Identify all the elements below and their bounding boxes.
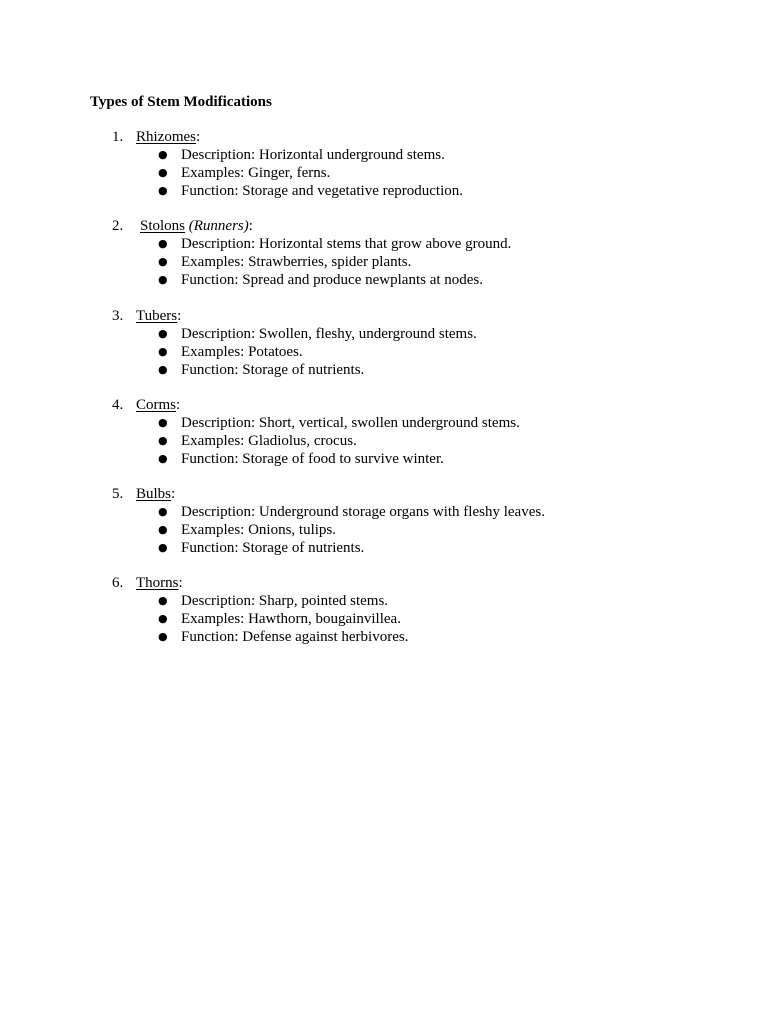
bullet-icon: ● (158, 273, 168, 286)
bullet-icon: ● (158, 434, 168, 447)
bullet-text: Description: Sharp, pointed stems. (181, 593, 389, 609)
bullet-text: Description: Underground storage organs with fleshy leaves. (181, 504, 545, 520)
item-number: 6. (112, 575, 124, 591)
item-number: 4. (112, 397, 124, 413)
item-name: Tubers (136, 308, 178, 324)
item-name: Thorns (136, 575, 179, 591)
bullet-icon: ● (158, 255, 168, 268)
item-name: Corms (136, 397, 177, 413)
bullet-text: Examples: Ginger, ferns. (181, 165, 331, 181)
item-number: 2. (112, 218, 124, 234)
bullet-icon: ● (158, 166, 168, 179)
bullet-icon: ● (158, 612, 168, 625)
bullet-text: Description: Horizontal stems that grow above ground. (181, 236, 512, 252)
bullet-text: Examples: Strawberries, spider plants. (181, 254, 412, 270)
bullet-text: Examples: Potatoes. (181, 344, 303, 360)
bullet-icon: ● (158, 184, 168, 197)
bullet-text: Examples: Hawthorn, bougainvillea. (181, 611, 401, 627)
bullet-text: Function: Storage and vegetative reproduction. (181, 183, 464, 199)
bullet-icon: ● (158, 541, 168, 554)
bullet-text: Function: Storage of nutrients. (181, 540, 365, 556)
bullet-text: Function: Spread and produce newplants at nodes. (181, 272, 484, 288)
bullet-text: Examples: Onions, tulips. (181, 522, 336, 538)
item-number: 1. (112, 129, 124, 145)
item-note: (Runners) (188, 218, 249, 234)
item-suffix: : (177, 308, 182, 324)
bullet-text: Function: Storage of food to survive winter. (181, 451, 444, 467)
item-heading (136, 307, 181, 325)
item-heading (136, 485, 175, 503)
item-suffix: : (248, 218, 253, 234)
item-suffix: : (178, 575, 183, 591)
bullet-text: Examples: Gladiolus, crocus. (181, 433, 357, 449)
item-number: 5. (112, 486, 124, 502)
item-suffix: : (176, 397, 181, 413)
bullet-text: Description: Short, vertical, swollen underground stems. (181, 415, 520, 431)
item-suffix: : (196, 129, 201, 145)
bullet-icon: ● (158, 345, 168, 358)
bullet-icon: ● (158, 505, 168, 518)
bullet-icon: ● (158, 523, 168, 536)
item-number: 3. (112, 308, 124, 324)
item-heading (136, 574, 183, 592)
bullet-icon: ● (158, 594, 168, 607)
item-name: Rhizomes (136, 129, 196, 145)
bullet-icon: ● (158, 148, 168, 161)
bullet-icon: ● (158, 363, 168, 376)
bullet-icon: ● (158, 327, 168, 340)
bullet-icon: ● (158, 237, 168, 250)
item-name: Stolons (140, 218, 186, 234)
item-suffix: : (171, 486, 176, 502)
item-heading (136, 396, 180, 414)
bullet-text: Function: Storage of nutrients. (181, 362, 365, 378)
item-name: Bulbs (136, 486, 172, 502)
bullet-text: Description: Horizontal underground stems. (181, 147, 445, 163)
bullet-text: Description: Swollen, fleshy, underground stems. (181, 326, 477, 342)
item-heading (140, 217, 253, 235)
bullet-text: Function: Defense against herbivores. (181, 629, 409, 645)
bullet-icon: ● (158, 452, 168, 465)
bullet-icon: ● (158, 630, 168, 643)
page-title: Types of Stem Modifications (90, 94, 272, 110)
item-heading (136, 128, 200, 146)
bullet-icon: ● (158, 416, 168, 429)
